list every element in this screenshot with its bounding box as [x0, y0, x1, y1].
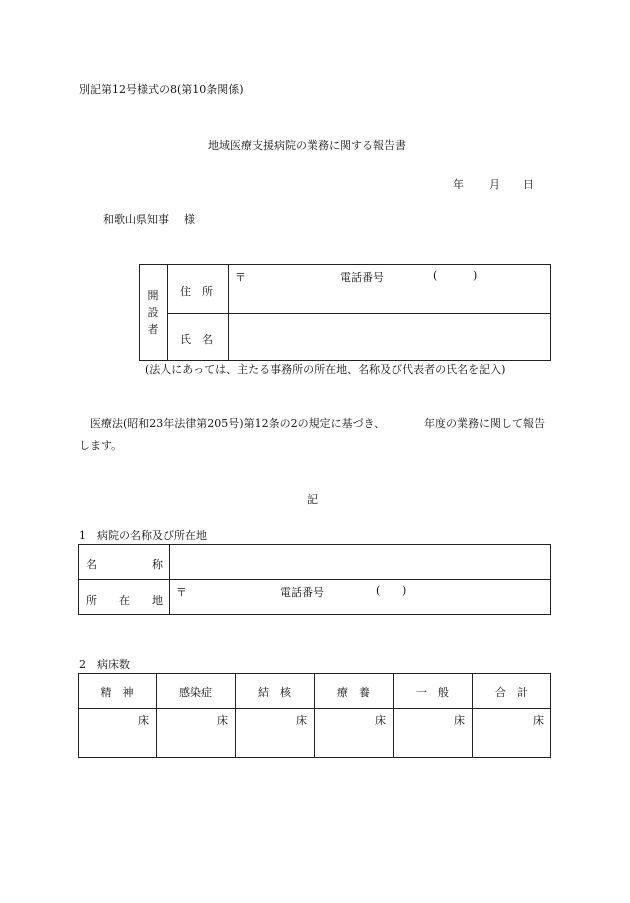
beds-unit: 床 [375, 714, 386, 727]
founder-note: (法人にあっては、主たる事務所の所在地、名称及び代表者の氏名を記入) [145, 363, 506, 376]
hospital-name-label-2: 称 [152, 558, 163, 571]
beds-col-tuberculosis: 結 核 [258, 686, 291, 699]
section1-heading: 1 病院の名称及び所在地 [79, 529, 207, 542]
founder-postal-mark: 〒 [235, 271, 246, 284]
beds-unit: 床 [454, 714, 465, 727]
founder-name-label: 氏 名 [180, 333, 213, 346]
body-text-line1b: 年度の業務に関して報告 [424, 417, 545, 430]
hospital-location-label-3: 地 [152, 594, 163, 607]
date-day: 日 [523, 178, 534, 191]
form-reference: 別記第12号様式の8(第10条関係) [79, 83, 244, 96]
beds-unit: 床 [138, 714, 149, 727]
hospital-postal-mark: 〒 [176, 586, 187, 599]
beds-unit: 床 [533, 714, 544, 727]
addressee-honorific: 様 [184, 213, 195, 226]
document-title: 地域医療支援病院の業務に関する報告書 [208, 139, 406, 152]
body-text-line2: します。 [79, 439, 123, 452]
addressee: 和歌山県知事 [103, 213, 169, 226]
hospital-name-label-1: 名 [86, 558, 97, 571]
section2-heading: 2 病床数 [79, 658, 130, 671]
beds-col-general: 一 般 [416, 686, 449, 699]
founder-label: 開 設 者 [147, 289, 159, 336]
hospital-location-label-1: 所 [86, 594, 97, 607]
hospital-location-label-2: 在 [119, 594, 130, 607]
hospital-phone-label: 電話番号 [280, 586, 324, 599]
ki-heading: 記 [307, 493, 318, 506]
beds-unit: 床 [296, 714, 307, 727]
beds-unit: 床 [217, 714, 228, 727]
body-text-line1a: 医療法(昭和23年法律第205号)第12条の2の規定に基づき、 [90, 417, 386, 430]
founder-address-label: 住 所 [180, 285, 213, 298]
hospital-phone-paren-close: ) [402, 584, 407, 597]
date-month: 月 [489, 178, 500, 191]
founder-phone-paren-open: ( [433, 269, 438, 282]
beds-col-psychiatric: 精 神 [100, 686, 134, 699]
beds-col-infectious: 感染症 [179, 686, 212, 699]
hospital-phone-paren-open: ( [376, 584, 381, 597]
date-year: 年 [453, 178, 464, 191]
founder-phone-paren-close: ) [473, 269, 478, 282]
founder-phone-label: 電話番号 [340, 271, 384, 284]
beds-col-long-term: 療 養 [337, 686, 370, 699]
beds-col-total: 合 計 [495, 686, 528, 699]
